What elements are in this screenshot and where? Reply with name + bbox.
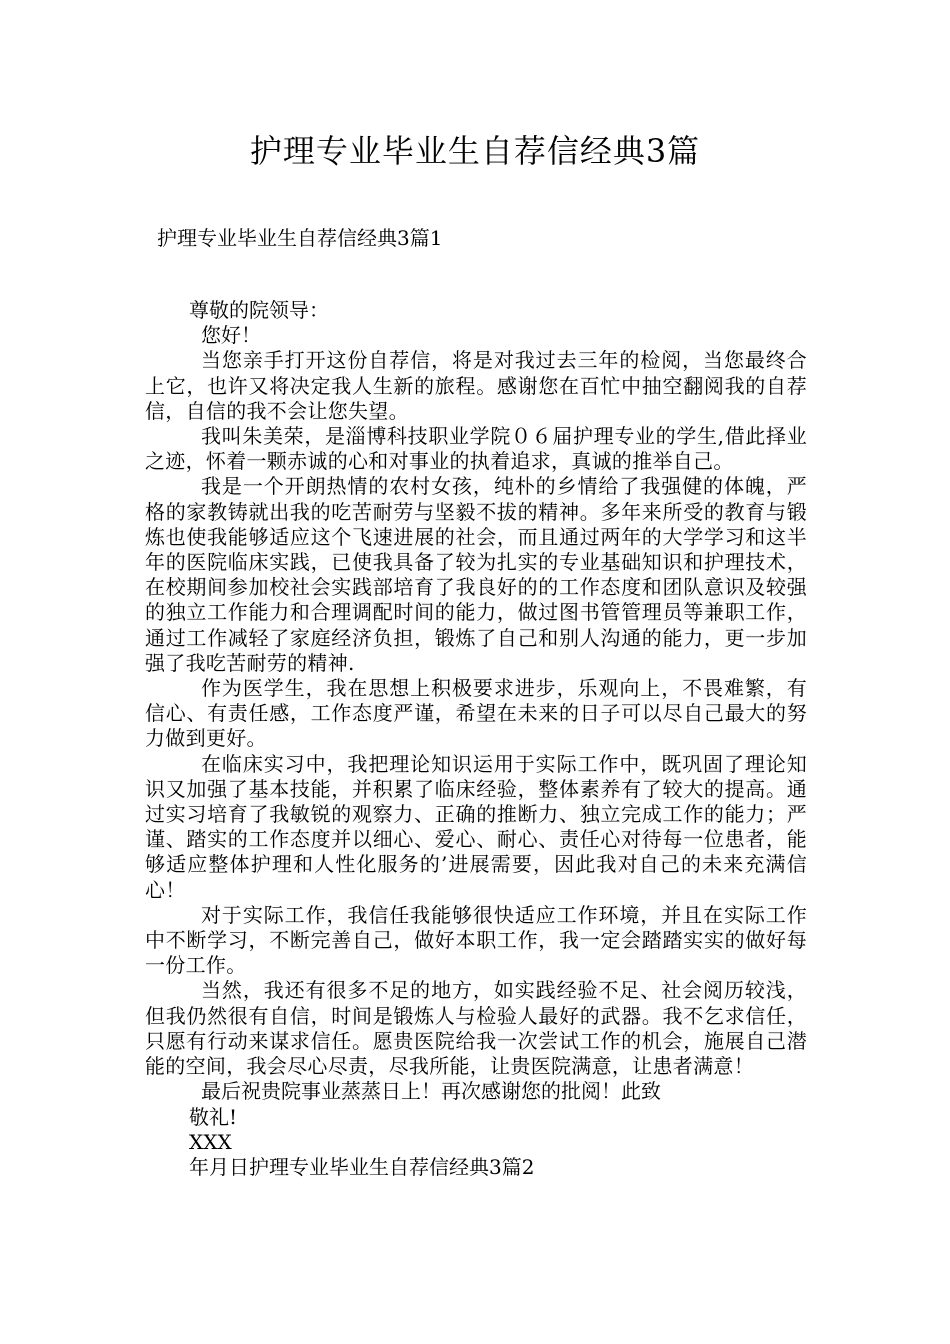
letter-regards: 敬礼! [189,1104,238,1129]
letter-paragraph: 当您亲手打开这份自荐信，将是对我过去三年的检阅，当您最终合上它，也许又将决定我人生新的旅程。感谢您在百忙中抽空翻阅我的自荐信，自信的我不会让您失望。 [145,348,807,423]
letter-paragraph: 在临床实习中，我把理论知识运用于实际工作中，既巩固了理论知识又加强了基本技能，并积累了临床经验，整体素养有了较大的提高。通过实习培育了我敏锐的观察力、正确的推断力、独立完成工作的能力；严谨、踏实的工作态度并以细心、爱心、耐心、责任心对待每一位患者，能够适应整体护理和人性化服务的’进展需要，因此我对自己的未来充满信心！ [145,751,807,902]
letter-paragraph: 我叫朱美荣，是淄博科技职业学院０６届护理专业的学生,借此择业之迹，怀着一颗赤诚的心和对事业的执着追求，真诚的推举自己。 [145,424,807,474]
letter-body [145,298,807,1180]
letter-salutation: 尊敬的院领导： [189,298,329,322]
section-heading: 护理专业毕业生自荐信经典3篇1 [157,226,443,250]
letter-signature: XXX [189,1129,232,1154]
document-title: 护理专业毕业生自荐信经典3篇 [249,132,701,170]
letter-paragraph: 作为医学生，我在思想上积极要求进步，乐观向上，不畏难繁，有信心、有责任感，工作态度严谨，希望在未来的日子可以尽自己最大的努力做到更好。 [145,676,807,751]
letter-closing: 最后祝贵院事业蒸蒸日上！再次感谢您的批阅！此致 [201,1079,661,1104]
letter-paragraph: 当然，我还有很多不足的地方，如实践经验不足、社会阅历较浅，但我仍然很有自信，时间是锻炼人与检验人最好的武器。我不乞求信任，只愿有行动来谋求信任。愿贵医院给我一次尝试工作的机会，施展自己潜能的空间，我会尽心尽责，尽我所能，让贵医院满意，让患者满意！ [145,978,807,1079]
letter-footer-line: 年月日护理专业毕业生自荐信经典3篇2 [189,1154,535,1179]
letter-paragraph: 我是一个开朗热情的农村女孩，纯朴的乡情给了我强健的体魄，严格的家教铸就出我的吃苦耐劳与坚毅不拔的精神。多年来所受的教育与锻炼也使我能够适应这个飞速进展的社会，而且通过两年的大学学习和这半年的医院临床实践，已使我具备了较为扎实的专业基础知识和护理技术，在校期间参加校社会实践部培育了我良好的的工作态度和团队意识及较强的独立工作能力和合理调配时间的能力，做过图书管管理员等兼职工作，通过工作减轻了家庭经济负担，锻炼了自己和别人沟通的能力，更一步加强了我吃苦耐劳的精神. [145,474,807,675]
letter-greeting: 您好！ [201,323,261,348]
letter-paragraph: 对于实际工作，我信任我能够很快适应工作环境，并且在实际工作中不断学习，不断完善自己，做好本职工作，我一定会踏踏实实的做好每一份工作。 [145,902,807,978]
